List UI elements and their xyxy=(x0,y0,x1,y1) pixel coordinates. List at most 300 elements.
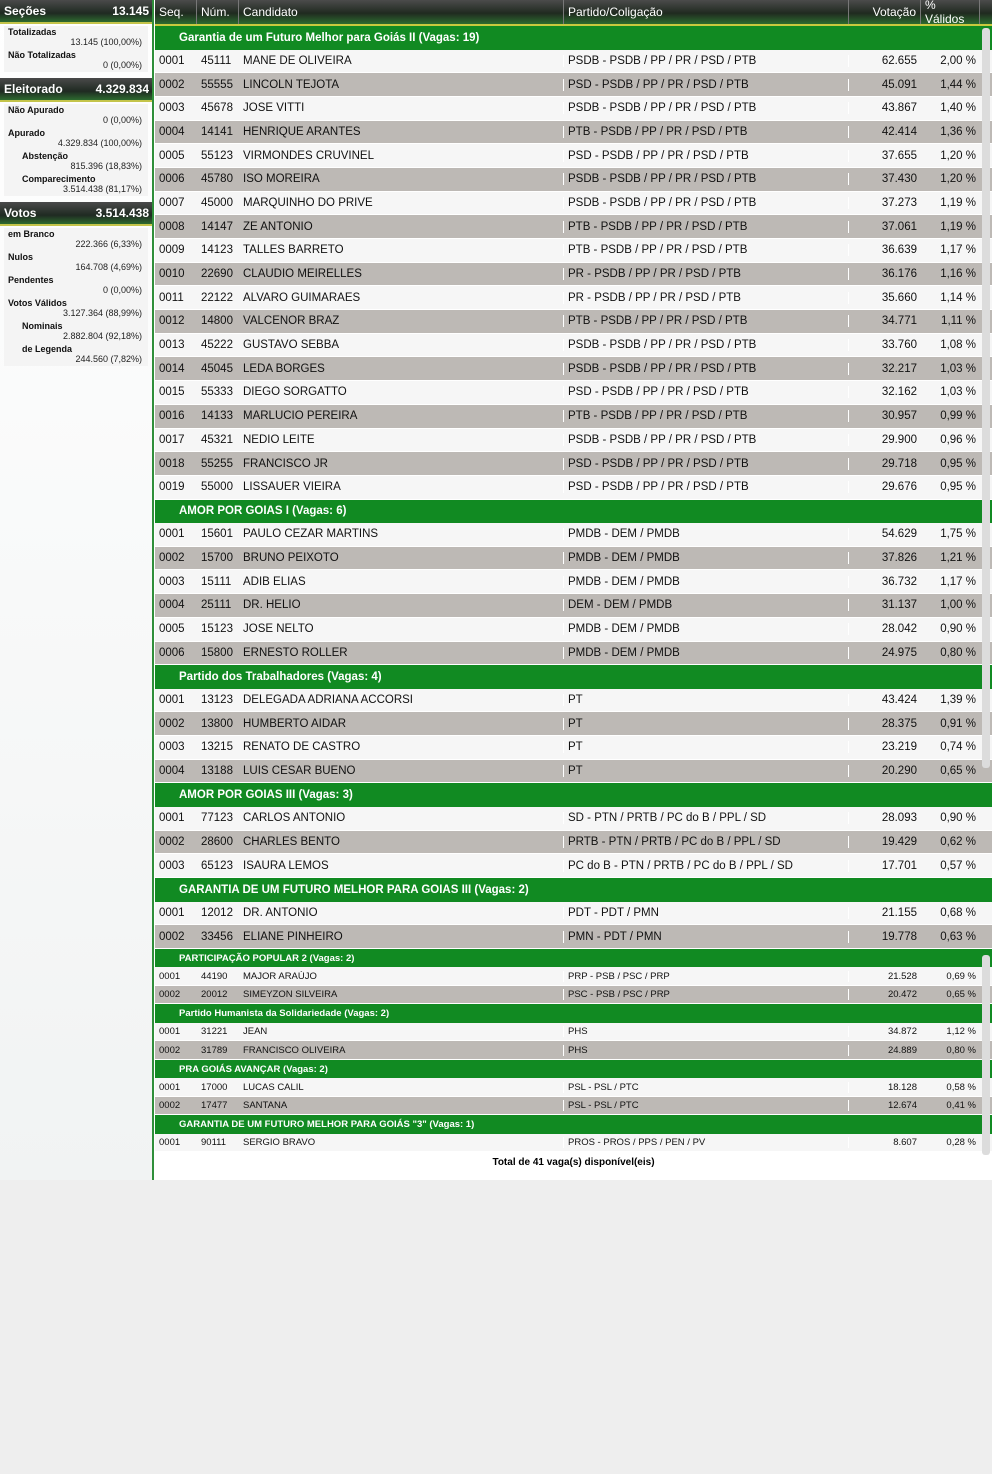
pct-cell: 0,63 % xyxy=(940,930,976,943)
pct-cell: 0,99 % xyxy=(940,410,976,423)
seq-cell: 0003 xyxy=(159,859,185,872)
num-cell: 28600 xyxy=(201,835,233,848)
summary-item xyxy=(4,320,148,343)
party-cell: PSD - PSDB / PP / PR / PSD / PTB xyxy=(564,386,849,398)
candidate-cell: MANÉ DE OLIVEIRA xyxy=(239,55,564,67)
party-cell: PSL - PSL / PTC xyxy=(564,1100,849,1111)
num-cell: 13188 xyxy=(201,765,233,778)
party-cell: PRP - PSB / PSC / PRP xyxy=(564,971,849,982)
header-votacao[interactable]: Votação xyxy=(849,0,921,24)
table-row[interactable] xyxy=(155,121,992,145)
votos-block xyxy=(4,228,148,366)
candidate-cell: LUÍS CÉSAR BUENO xyxy=(239,765,564,777)
pct-cell: 0,69 % xyxy=(946,970,976,982)
summary-item-label: Pendentes xyxy=(8,275,54,285)
scrollbar-lower[interactable] xyxy=(982,955,990,1155)
votes-cell: 20.290 xyxy=(881,765,917,778)
table-row[interactable] xyxy=(155,144,992,168)
table-row[interactable] xyxy=(155,1041,992,1060)
seq-cell: 0001 xyxy=(159,906,185,919)
summary-item-label: Comparecimento xyxy=(22,174,96,184)
party-cell: DEM - DEM / PMDB xyxy=(564,599,849,611)
table-row[interactable] xyxy=(155,405,992,429)
pct-cell: 1,39 % xyxy=(940,694,976,707)
secoes-header xyxy=(0,0,152,24)
summary-item-value: 164.708 (4,69%) xyxy=(75,262,142,272)
num-cell: 14147 xyxy=(201,220,233,233)
table-row[interactable] xyxy=(155,334,992,358)
secoes-value: 13.145 xyxy=(112,4,149,18)
seq-cell: 0016 xyxy=(159,410,185,423)
table-row[interactable] xyxy=(155,168,992,192)
seq-cell: 0002 xyxy=(159,552,185,565)
pct-cell: 1,19 % xyxy=(940,196,976,209)
num-cell: 13215 xyxy=(201,741,233,754)
votes-cell: 31.137 xyxy=(881,599,917,612)
seq-cell: 0003 xyxy=(159,102,185,115)
num-cell: 22690 xyxy=(201,268,233,281)
summary-item xyxy=(4,150,148,173)
votes-cell: 34.771 xyxy=(881,315,917,328)
votos-value: 3.514.438 xyxy=(95,206,149,220)
seq-cell: 0001 xyxy=(159,1026,181,1038)
seq-cell: 0007 xyxy=(159,196,185,209)
party-cell: PSD - PSDB / PP / PR / PSD / PTB xyxy=(564,150,849,162)
num-cell: 45045 xyxy=(201,362,233,375)
table-row[interactable] xyxy=(155,192,992,216)
num-cell: 12012 xyxy=(201,906,233,919)
party-cell: PSC - PSB / PSC / PRP xyxy=(564,989,849,1000)
votes-cell: 35.660 xyxy=(881,291,917,304)
num-cell: 55555 xyxy=(201,78,233,91)
table-row[interactable] xyxy=(155,854,992,878)
candidate-cell: ADIB ELIAS xyxy=(239,576,564,588)
num-cell: 33456 xyxy=(201,930,233,943)
pct-cell: 0,95 % xyxy=(940,457,976,470)
summary-item xyxy=(4,274,148,297)
seq-cell: 0009 xyxy=(159,244,185,257)
coalition-title: Partido Humanista da Solidariedade (Vagas: 2) xyxy=(155,1004,992,1023)
party-cell: PMDB - DEM / PMDB xyxy=(564,552,849,564)
pct-cell: 0,65 % xyxy=(940,765,976,778)
table-row[interactable] xyxy=(155,689,992,713)
party-cell: PROS - PROS / PPS / PEN / PV xyxy=(564,1137,849,1148)
candidate-cell: SIMEYZON SILVEIRA xyxy=(239,989,564,1000)
num-cell: 15123 xyxy=(201,623,233,636)
votes-cell: 36.639 xyxy=(881,244,917,257)
eleitorado-label: Eleitorado xyxy=(4,82,63,96)
scrollbar-upper[interactable] xyxy=(982,28,990,768)
summary-item xyxy=(4,343,148,366)
pct-cell: 0,80 % xyxy=(940,646,976,659)
num-cell: 55123 xyxy=(201,149,233,162)
eleitorado-value: 4.329.834 xyxy=(95,82,149,96)
seq-cell: 0006 xyxy=(159,173,185,186)
pct-cell: 1,40 % xyxy=(940,102,976,115)
header-seq[interactable]: Seq. xyxy=(155,0,197,24)
seq-cell: 0002 xyxy=(159,930,185,943)
seq-cell: 0012 xyxy=(159,315,185,328)
table-row[interactable] xyxy=(155,429,992,453)
party-cell: PSDB - PSDB / PP / PR / PSD / PTB xyxy=(564,102,849,114)
seq-cell: 0004 xyxy=(159,125,185,138)
num-cell: 17000 xyxy=(201,1081,228,1093)
num-cell: 14133 xyxy=(201,410,233,423)
seq-cell: 0002 xyxy=(159,78,185,91)
candidate-cell: DR. ANTONIO xyxy=(239,907,564,919)
summary-item-label: Nominais xyxy=(22,321,63,331)
votes-cell: 19.429 xyxy=(881,835,917,848)
summary-item-value: 3.514.438 (81,17%) xyxy=(62,184,142,194)
pct-cell: 0,91 % xyxy=(940,717,976,730)
table-row[interactable] xyxy=(155,310,992,334)
coalition-title: PARTICIPAÇÃO POPULAR 2 (Vagas: 2) xyxy=(155,949,992,968)
votes-cell: 17.701 xyxy=(881,859,917,872)
pct-cell: 1,12 % xyxy=(946,1026,976,1038)
table-row[interactable] xyxy=(155,807,992,831)
pct-cell: 1,36 % xyxy=(940,125,976,138)
num-cell: 45000 xyxy=(201,196,233,209)
summary-item-value: 4.329.834 (100,00%) xyxy=(57,138,142,148)
pct-cell: 1,20 % xyxy=(940,173,976,186)
pct-cell: 1,08 % xyxy=(940,339,976,352)
num-cell: 55000 xyxy=(201,481,233,494)
summary-item-label: Totalizadas xyxy=(8,27,57,37)
party-cell: PSL - PSL / PTC xyxy=(564,1082,849,1093)
seq-cell: 0017 xyxy=(159,433,185,446)
candidate-cell: LINCOLN TEJOTA xyxy=(239,79,564,91)
table-row[interactable] xyxy=(155,986,992,1005)
table-row[interactable] xyxy=(155,642,992,666)
header-partido[interactable]: Partido/Coligação xyxy=(564,0,849,24)
table-row[interactable] xyxy=(155,97,992,121)
header-candidato[interactable]: Candidato xyxy=(239,0,564,24)
party-cell: PMDB - DEM / PMDB xyxy=(564,623,849,635)
table-row[interactable] xyxy=(155,594,992,618)
table-row[interactable] xyxy=(155,1097,992,1116)
pct-cell: 1,11 % xyxy=(941,315,976,328)
seq-cell: 0001 xyxy=(159,694,185,707)
party-cell: PT xyxy=(564,718,849,730)
candidate-cell: JEAN xyxy=(239,1026,564,1037)
pct-cell: 1,16 % xyxy=(940,268,976,281)
summary-item xyxy=(4,26,148,49)
pct-cell: 0,65 % xyxy=(946,989,976,1001)
header-pct-validos[interactable]: % Válidos xyxy=(921,0,980,24)
seq-cell: 0001 xyxy=(159,528,185,541)
candidate-cell: DIEGO SORGATTO xyxy=(239,386,564,398)
table-row[interactable] xyxy=(155,902,992,926)
num-cell: 45222 xyxy=(201,339,233,352)
summary-item-value: 13.145 (100,00%) xyxy=(70,37,142,47)
votes-cell: 19.778 xyxy=(881,930,917,943)
votes-cell: 36.176 xyxy=(881,268,917,281)
table-row[interactable] xyxy=(155,357,992,381)
candidate-cell: ZÉ ANTÔNIO xyxy=(239,221,564,233)
seq-cell: 0006 xyxy=(159,646,185,659)
pct-cell: 0,57 % xyxy=(940,859,976,872)
pct-cell: 0,62 % xyxy=(940,835,976,848)
summary-item-value: 0 (0,00%) xyxy=(102,115,142,125)
table-row[interactable] xyxy=(155,760,992,784)
summary-item-value: 3.127.364 (88,99%) xyxy=(62,308,142,318)
candidate-cell: ISAURA LEMOS xyxy=(239,860,564,872)
votes-cell: 29.900 xyxy=(881,433,917,446)
num-cell: 17477 xyxy=(201,1100,228,1112)
seq-cell: 0002 xyxy=(159,835,185,848)
coalition-title: AMOR POR GOIAS III (Vagas: 3) xyxy=(155,783,992,807)
table-row[interactable] xyxy=(155,381,992,405)
party-cell: PHS xyxy=(564,1045,849,1056)
summary-item-label: Nulos xyxy=(8,252,34,262)
num-cell: 13123 xyxy=(201,694,233,707)
table-row[interactable] xyxy=(155,73,992,97)
party-cell: PC do B - PTN / PRTB / PC do B / PPL / SD xyxy=(564,860,849,872)
party-cell: PSDB - PSDB / PP / PR / PSD / PTB xyxy=(564,55,849,67)
candidate-cell: BRUNO PEIXOTO xyxy=(239,552,564,564)
num-cell: 15601 xyxy=(201,528,233,541)
num-cell: 44190 xyxy=(201,970,228,982)
votes-cell: 28.042 xyxy=(881,623,917,636)
summary-item xyxy=(4,251,148,274)
votes-cell: 12.674 xyxy=(887,1100,917,1112)
table-row[interactable] xyxy=(155,1078,992,1097)
votes-cell: 8.607 xyxy=(893,1137,917,1149)
seq-cell: 0013 xyxy=(159,339,185,352)
seq-cell: 0011 xyxy=(159,291,184,304)
votes-cell: 23.219 xyxy=(881,741,917,754)
party-cell: PR - PSDB / PP / PR / PSD / PTB xyxy=(564,268,849,280)
summary-item-label: de Legenda xyxy=(22,344,73,354)
small-groups-section xyxy=(155,949,992,1153)
summary-item-value: 2.882.804 (92,18%) xyxy=(62,331,142,341)
summary-item xyxy=(4,49,148,72)
num-cell: 45678 xyxy=(201,102,233,115)
votes-cell: 43.867 xyxy=(881,102,917,115)
candidate-cell: VALCENOR BRAZ xyxy=(239,315,564,327)
table-row[interactable] xyxy=(155,1134,992,1153)
num-cell: 45780 xyxy=(201,173,233,186)
party-cell: PTB - PSDB / PP / PR / PSD / PTB xyxy=(564,126,849,138)
table-row[interactable] xyxy=(155,523,992,547)
votes-cell: 24.889 xyxy=(887,1044,917,1056)
candidate-cell: RENATO DE CASTRO xyxy=(239,741,564,753)
seq-cell: 0015 xyxy=(159,386,185,399)
table-row[interactable] xyxy=(155,618,992,642)
candidate-cell: HUMBERTO AIDAR xyxy=(239,718,564,730)
party-cell: PT xyxy=(564,694,849,706)
candidate-cell: VIRMONDES CRUVINEL xyxy=(239,150,564,162)
pct-cell: 0,95 % xyxy=(940,481,976,494)
seq-cell: 0001 xyxy=(159,812,185,825)
party-cell: PSDB - PSDB / PP / PR / PSD / PTB xyxy=(564,339,849,351)
secoes-label: Seções xyxy=(4,4,47,18)
table-row[interactable] xyxy=(155,831,992,855)
table-row[interactable] xyxy=(155,239,992,263)
pct-cell: 1,19 % xyxy=(940,220,976,233)
party-cell: PTB - PSDB / PP / PR / PSD / PTB xyxy=(564,221,849,233)
coalition-title: Garantia de um Futuro Melhor para Goiás II (Vagas: 19) xyxy=(155,26,992,50)
table-row[interactable] xyxy=(155,263,992,287)
pct-cell: 2,00 % xyxy=(940,54,976,67)
num-cell: 14141 xyxy=(201,125,233,138)
party-cell: PR - PSDB / PP / PR / PSD / PTB xyxy=(564,292,849,304)
party-cell: PTB - PSDB / PP / PR / PSD / PTB xyxy=(564,315,849,327)
pct-cell: 1,44 % xyxy=(940,78,976,91)
num-cell: 14123 xyxy=(201,244,233,257)
summary-item-label: Abstenção xyxy=(22,151,69,161)
candidate-cell: CHARLES BENTO xyxy=(239,836,564,848)
pct-cell: 1,20 % xyxy=(940,149,976,162)
summary-item-label: Apurado xyxy=(8,128,45,138)
num-cell: 45111 xyxy=(201,54,232,67)
candidate-cell: ERNESTO ROLLER xyxy=(239,647,564,659)
candidate-cell: SERGIO BRAVO xyxy=(239,1137,564,1148)
pct-cell: 1,14 % xyxy=(940,291,976,304)
party-cell: PSD - PSDB / PP / PR / PSD / PTB xyxy=(564,79,849,91)
secoes-block xyxy=(4,26,148,72)
party-cell: PSDB - PSDB / PP / PR / PSD / PTB xyxy=(564,434,849,446)
summary-item xyxy=(4,173,148,196)
pct-cell: 1,21 % xyxy=(940,552,976,565)
seq-cell: 0010 xyxy=(159,268,185,281)
summary-item xyxy=(4,127,148,150)
summary-item-label: Não Totalizadas xyxy=(8,50,76,60)
candidate-cell: DELEGADA ADRIANA ACCORSI xyxy=(239,694,564,706)
summary-item-value: 815.396 (18,83%) xyxy=(70,161,142,171)
votos-header xyxy=(0,202,152,226)
seq-cell: 0004 xyxy=(159,765,185,778)
party-cell: PMN - PDT / PMN xyxy=(564,931,849,943)
pct-cell: 0,74 % xyxy=(940,741,976,754)
summary-item xyxy=(4,228,148,251)
table-row[interactable] xyxy=(155,736,992,760)
party-cell: PMDB - DEM / PMDB xyxy=(564,528,849,540)
votes-cell: 54.629 xyxy=(881,528,917,541)
candidate-cell: MARQUINHO DO PRIVÊ xyxy=(239,197,564,209)
summary-item-value: 244.560 (7,82%) xyxy=(75,354,142,364)
votes-cell: 29.676 xyxy=(881,481,917,494)
summary-item xyxy=(4,297,148,320)
candidate-cell: MAJOR ARAÚJO xyxy=(239,971,564,982)
votes-cell: 24.975 xyxy=(881,646,917,659)
table-row[interactable] xyxy=(155,452,992,476)
pct-cell: 0,90 % xyxy=(940,812,976,825)
num-cell: 14800 xyxy=(201,315,233,328)
candidate-cell: GUSTAVO SEBBA xyxy=(239,339,564,351)
seq-cell: 0003 xyxy=(159,741,185,754)
results-table xyxy=(155,0,992,1174)
votes-cell: 32.162 xyxy=(881,386,917,399)
candidate-cell: JOSÉ VITTI xyxy=(239,102,564,114)
table-row[interactable] xyxy=(155,712,992,736)
table-row[interactable] xyxy=(155,286,992,310)
num-cell: 15700 xyxy=(201,552,233,565)
candidate-cell: ELIANE PINHEIRO xyxy=(239,931,564,943)
seq-cell: 0001 xyxy=(159,54,185,67)
table-row[interactable] xyxy=(155,547,992,571)
table-row[interactable] xyxy=(155,925,992,949)
seq-cell: 0008 xyxy=(159,220,185,233)
summary-item xyxy=(4,104,148,127)
candidate-cell: MARLUCIO PEREIRA xyxy=(239,410,564,422)
seq-cell: 0002 xyxy=(159,989,181,1001)
candidate-cell: FRANCISCO OLIVEIRA xyxy=(239,1045,564,1056)
table-header xyxy=(155,0,992,26)
pct-cell: 1,03 % xyxy=(940,362,976,375)
party-cell: PTB - PSDB / PP / PR / PSD / PTB xyxy=(564,244,849,256)
table-row[interactable] xyxy=(155,967,992,986)
table-row[interactable] xyxy=(155,50,992,74)
votes-cell: 34.872 xyxy=(887,1026,917,1038)
party-cell: PT xyxy=(564,765,849,777)
votes-cell: 32.217 xyxy=(881,362,917,375)
header-num[interactable]: Núm. xyxy=(197,0,239,24)
table-row[interactable] xyxy=(155,1023,992,1042)
num-cell: 15800 xyxy=(201,646,233,659)
votes-cell: 37.430 xyxy=(881,173,917,186)
votes-cell: 37.061 xyxy=(881,220,917,233)
pct-cell: 1,17 % xyxy=(940,244,976,257)
votes-cell: 28.375 xyxy=(881,717,917,730)
votes-cell: 42.414 xyxy=(881,125,917,138)
seq-cell: 0018 xyxy=(159,457,185,470)
summary-item-value: 222.366 (6,33%) xyxy=(75,239,142,249)
votes-cell: 21.528 xyxy=(887,970,917,982)
table-row[interactable] xyxy=(155,215,992,239)
table-row[interactable] xyxy=(155,476,992,500)
seq-cell: 0002 xyxy=(159,1100,181,1112)
votes-cell: 37.273 xyxy=(881,196,917,209)
candidate-cell: ÁLVARO GUIMARÃES xyxy=(239,292,564,304)
candidate-cell: TALLES BARRETO xyxy=(239,244,564,256)
num-cell: 13800 xyxy=(201,717,233,730)
table-row[interactable] xyxy=(155,570,992,594)
summary-item-label: em Branco xyxy=(8,229,55,239)
votes-cell: 37.826 xyxy=(881,552,917,565)
num-cell: 22122 xyxy=(201,291,233,304)
pct-cell: 1,03 % xyxy=(940,386,976,399)
party-cell: PRTB - PTN / PRTB / PC do B / PPL / SD xyxy=(564,836,849,848)
votes-cell: 45.091 xyxy=(881,78,917,91)
party-cell: PMDB - DEM / PMDB xyxy=(564,647,849,659)
seq-cell: 0014 xyxy=(159,362,185,375)
party-cell: PMDB - DEM / PMDB xyxy=(564,576,849,588)
pct-cell: 0,28 % xyxy=(946,1137,976,1149)
coalition-title: GARANTIA DE UM FUTURO MELHOR PARA GOIÁS "3" (Vagas: 1) xyxy=(155,1115,992,1134)
candidate-cell: ISO MOREIRA xyxy=(239,173,564,185)
pct-cell: 1,17 % xyxy=(940,575,976,588)
candidate-cell: FRANCISCO JR xyxy=(239,458,564,470)
num-cell: 15111 xyxy=(201,575,232,588)
seq-cell: 0003 xyxy=(159,575,185,588)
candidate-cell: PAULO CEZAR MARTINS xyxy=(239,528,564,540)
large-groups-section xyxy=(155,26,992,949)
num-cell: 45321 xyxy=(201,433,233,446)
votos-label: Votos xyxy=(4,206,37,220)
pct-cell: 0,58 % xyxy=(946,1081,976,1093)
party-cell: PDT - PDT / PMN xyxy=(564,907,849,919)
seq-cell: 0005 xyxy=(159,623,185,636)
summary-item-label: Votos Válidos xyxy=(8,298,67,308)
pct-cell: 0,96 % xyxy=(940,433,976,446)
party-cell: PSD - PSDB / PP / PR / PSD / PTB xyxy=(564,458,849,470)
num-cell: 31221 xyxy=(201,1026,228,1038)
candidate-cell: LEDA BORGES xyxy=(239,363,564,375)
seq-cell: 0019 xyxy=(159,481,185,494)
num-cell: 31789 xyxy=(201,1044,228,1056)
votes-cell: 29.718 xyxy=(881,457,917,470)
